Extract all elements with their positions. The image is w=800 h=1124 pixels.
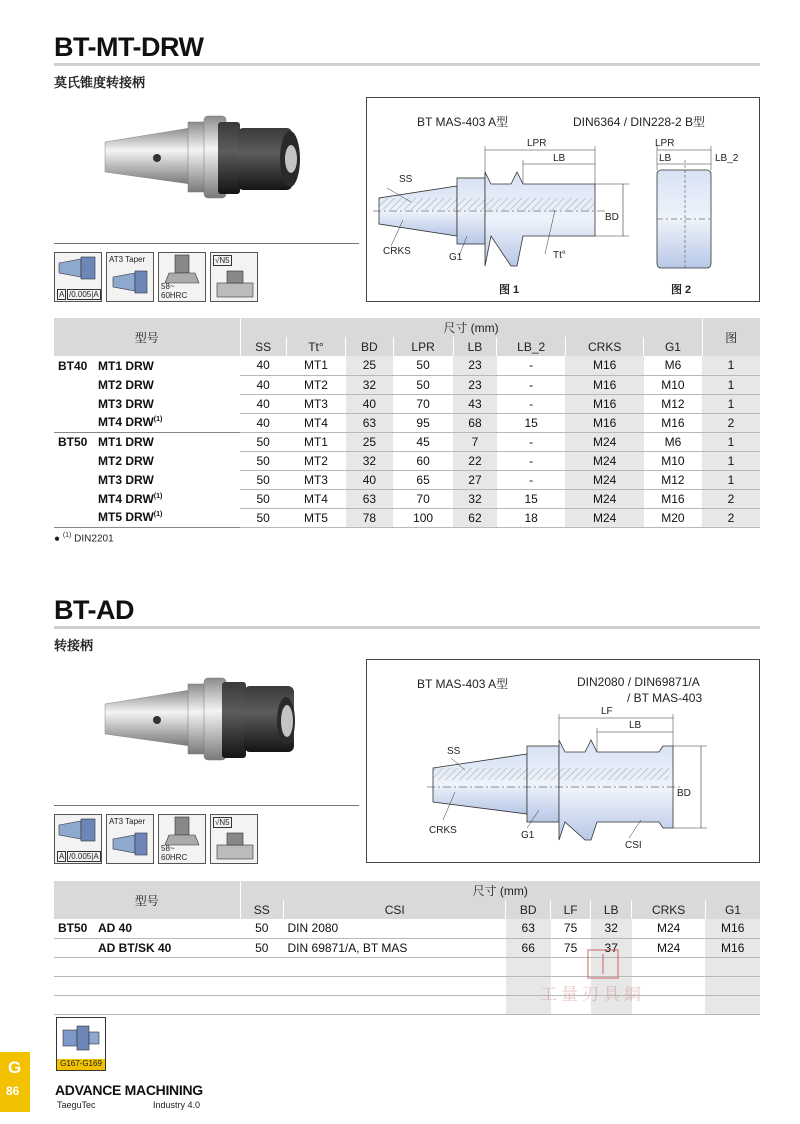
cell: MT3 (286, 394, 345, 413)
col-header: Tt° (286, 337, 345, 356)
cell (705, 957, 760, 976)
cell: 65 (393, 470, 453, 489)
cell: 50 (240, 451, 286, 470)
cell: M10 (644, 451, 702, 470)
cell: 1 (702, 356, 760, 375)
cell (240, 957, 284, 976)
cell: 1 (702, 394, 760, 413)
cell: 32 (591, 919, 632, 938)
cell: M16 (705, 919, 760, 938)
cell: MT3 (286, 470, 345, 489)
cell (240, 995, 284, 1014)
model-name: AD BT/SK 40 (54, 938, 240, 957)
cell (240, 976, 284, 995)
cell (705, 976, 760, 995)
cell: 50 (240, 508, 286, 527)
cell: 43 (453, 394, 497, 413)
model-name: MT2 DRW (98, 453, 154, 468)
cell (705, 995, 760, 1014)
runout-icon: A /0.005|A (54, 814, 102, 864)
col-header: CSI (284, 900, 506, 919)
model-name: MT4 DRW$^{(1)}$ (98, 491, 163, 506)
cell: - (497, 375, 566, 394)
hardness-icon: 58~ 60HRC (158, 814, 206, 864)
cell: M24 (565, 489, 643, 508)
section2-subtitle: 转接柄 (54, 638, 94, 653)
cell: DIN 69871/A, BT MAS (284, 938, 506, 957)
cell: 22 (453, 451, 497, 470)
cell: 40 (240, 356, 286, 375)
dim-g1: G1 (521, 830, 535, 841)
cell: 70 (393, 394, 453, 413)
cell (284, 976, 506, 995)
cell: 15 (497, 489, 566, 508)
cell: M24 (565, 451, 643, 470)
cell: 23 (453, 375, 497, 394)
cell: M10 (644, 375, 702, 394)
cell: 40 (240, 413, 286, 432)
table-row (54, 432, 760, 451)
dim-ss: SS (399, 174, 413, 185)
cell: 18 (497, 508, 566, 527)
figure-1-caption: 图 1 (499, 284, 520, 296)
cell: - (497, 394, 566, 413)
cell: 70 (393, 489, 453, 508)
taper-icon: AT3 Taper (106, 252, 154, 302)
cell: 50 (240, 938, 284, 957)
cell: MT1 (286, 356, 345, 375)
dim-lb_2: LB_2 (715, 153, 739, 164)
cell: 50 (240, 470, 286, 489)
col-header: BD (346, 337, 394, 356)
section1-subtitle: 莫氏锥度转接柄 (54, 75, 146, 90)
cell: 32 (346, 451, 394, 470)
cell: 100 (393, 508, 453, 527)
col-header: G1 (644, 337, 702, 356)
table-row (54, 489, 760, 508)
runout-icon: A /0.005|A (54, 252, 102, 302)
col-header: SS (240, 337, 286, 356)
cell: MT2 (286, 451, 345, 470)
dim-lb-2: LB (659, 153, 672, 164)
technical-drawing-1 (367, 98, 761, 303)
cell: - (497, 432, 566, 451)
cell: 25 (346, 432, 394, 451)
cell (284, 995, 506, 1014)
cell: DIN 2080 (284, 919, 506, 938)
dim-g1: G1 (449, 252, 463, 263)
model-name: BT50 MT1 DRW (58, 434, 154, 449)
reference-pages[interactable]: G167-G169 (57, 1059, 105, 1070)
cell: 1 (702, 470, 760, 489)
model-name: MT3 DRW (98, 396, 154, 411)
cell: 32 (453, 489, 497, 508)
header-figure: 图 (702, 318, 760, 356)
table-row (54, 356, 760, 375)
cell: 75 (551, 938, 591, 957)
cell: 1 (702, 451, 760, 470)
table-row (54, 451, 760, 470)
figure-2-caption: 图 2 (671, 284, 692, 296)
col-header: SS (240, 900, 284, 919)
dim-lb: LB (629, 720, 642, 731)
header-dims: 尺寸 (mm) (240, 881, 760, 900)
table-row (54, 919, 760, 938)
cell: 1 (702, 375, 760, 394)
header-model: 型号 (54, 881, 240, 919)
label-type-b-1: DIN2080 / DIN69871/A (577, 675, 700, 689)
cell: 50 (240, 432, 286, 451)
drawing-panel-1 (366, 97, 760, 302)
cell: 40 (240, 394, 286, 413)
label-type-a: BT MAS-403 A型 (417, 677, 509, 691)
header-model: 型号 (54, 318, 240, 356)
col-header: LB (591, 900, 632, 919)
cell: 1 (702, 432, 760, 451)
col-header: CRKS (565, 337, 643, 356)
cell: 95 (393, 413, 453, 432)
dim-crks: CRKS (383, 246, 411, 257)
col-header: G1 (705, 900, 760, 919)
roughness-icon: √N5 (210, 814, 258, 864)
cell: 40 (346, 394, 394, 413)
cell: - (497, 356, 566, 375)
cell: M6 (644, 432, 702, 451)
footnote: ● $^{(1)}$ DIN2201 (54, 532, 114, 545)
dim-ss: SS (447, 746, 461, 757)
cell: MT4 (286, 413, 345, 432)
cell: 60 (393, 451, 453, 470)
cell: MT1 (286, 432, 345, 451)
dim-bd: BD (677, 788, 691, 799)
col-header: LB (453, 337, 497, 356)
cell: 32 (346, 375, 394, 394)
chapter-letter: G (8, 1058, 22, 1077)
section2-title: BT-AD (54, 595, 134, 625)
table-row (54, 470, 760, 489)
cell: 25 (346, 356, 394, 375)
cell: M6 (644, 356, 702, 375)
cell: 2 (702, 508, 760, 527)
cell: 50 (240, 919, 284, 938)
cell: 50 (393, 375, 453, 394)
cell (284, 957, 506, 976)
reference-box[interactable] (56, 1017, 106, 1071)
divider (54, 243, 359, 244)
product-image-mt-drw (100, 110, 310, 205)
col-header: CRKS (632, 900, 706, 919)
table-row (54, 394, 760, 413)
watermark: 工量刃具網 (540, 948, 670, 1008)
cell: - (497, 451, 566, 470)
cell: 68 (453, 413, 497, 432)
model-name: MT3 DRW (98, 472, 154, 487)
cell: 15 (497, 413, 566, 432)
page-number: 86 (6, 1084, 20, 1098)
col-header: LF (551, 900, 591, 919)
model-name: BT50 AD 40 (54, 919, 240, 938)
model-name: MT5 DRW$^{(1)}$ (54, 508, 240, 527)
col-header: BD (506, 900, 551, 919)
section1-title: BT-MT-DRW (54, 32, 204, 62)
model-name: MT4 DRW$^{(1)}$ (54, 413, 240, 432)
cell: M12 (644, 470, 702, 489)
cell: 27 (453, 470, 497, 489)
cell: MT4 (286, 489, 345, 508)
dim-lpr-2: LPR (655, 138, 675, 149)
drawing-panel-2 (366, 659, 760, 863)
cell: M24 (632, 919, 706, 938)
cell: M16 (565, 413, 643, 432)
cell: M16 (644, 413, 702, 432)
cell: 7 (453, 432, 497, 451)
cell: M16 (644, 489, 702, 508)
cell: 37 (591, 938, 632, 957)
cell: 2 (702, 489, 760, 508)
hardness-icon: 58~ 60HRC (158, 252, 206, 302)
divider-2 (54, 805, 359, 806)
cell: M24 (565, 508, 643, 527)
cell: M16 (705, 938, 760, 957)
cell: 45 (393, 432, 453, 451)
spec-table-1 (54, 318, 760, 528)
cell: M20 (644, 508, 702, 527)
label-type-b-2: / BT MAS-403 (627, 691, 703, 705)
cell: M16 (565, 394, 643, 413)
cell: 50 (393, 356, 453, 375)
cell: M12 (644, 394, 702, 413)
spec-icons-1 (54, 252, 259, 302)
table-row (54, 413, 760, 432)
model-name (54, 995, 240, 1014)
model-name: BT40 MT1 DRW (58, 358, 154, 373)
cell: 78 (346, 508, 394, 527)
cell: 63 (506, 919, 551, 938)
cell: 63 (346, 489, 394, 508)
technical-drawing-2 (367, 660, 761, 864)
dim-crks: CRKS (429, 825, 457, 836)
taper-icon: AT3 Taper (106, 814, 154, 864)
col-header: LB_2 (497, 337, 566, 356)
cell: 23 (453, 356, 497, 375)
cell: 40 (346, 470, 394, 489)
label-type-a: BT MAS-403 A型 (417, 115, 509, 129)
spec-icons-2 (54, 814, 259, 864)
cell: 66 (506, 938, 551, 957)
cell: 63 (346, 413, 394, 432)
section1-rule (54, 63, 760, 66)
cell: 2 (702, 413, 760, 432)
dim-lpr: LPR (527, 138, 547, 149)
model-name (54, 957, 240, 976)
roughness-icon: √N5 (210, 252, 258, 302)
table-row (54, 375, 760, 394)
table-row (54, 508, 760, 527)
model-name (54, 976, 240, 995)
cell: M16 (565, 356, 643, 375)
section2-rule (54, 626, 760, 629)
label-type-b: DIN6364 / DIN228-2 B型 (573, 115, 706, 129)
dim-tt: Tt° (553, 250, 566, 261)
brand-logo: ADVANCE MACHINING TaeguTec Industry 4.0 (55, 1082, 203, 1110)
header-dims: 尺寸 (mm) (240, 318, 702, 337)
col-header: LPR (393, 337, 453, 356)
cell: 75 (551, 919, 591, 938)
cell: 62 (453, 508, 497, 527)
model-name: MT2 DRW (98, 377, 154, 392)
dim-lb: LB (553, 153, 566, 164)
product-image-ad (100, 672, 310, 767)
dim-bd: BD (605, 212, 619, 223)
cell: - (497, 470, 566, 489)
cell: MT2 (286, 375, 345, 394)
cell: MT5 (286, 508, 345, 527)
cell: M16 (565, 375, 643, 394)
cell: M24 (632, 938, 706, 957)
dim-lf: LF (601, 706, 613, 717)
dim-csi: CSI (625, 840, 642, 851)
cell: 40 (240, 375, 286, 394)
cell: M24 (565, 432, 643, 451)
cell: 50 (240, 489, 286, 508)
cell: M24 (565, 470, 643, 489)
